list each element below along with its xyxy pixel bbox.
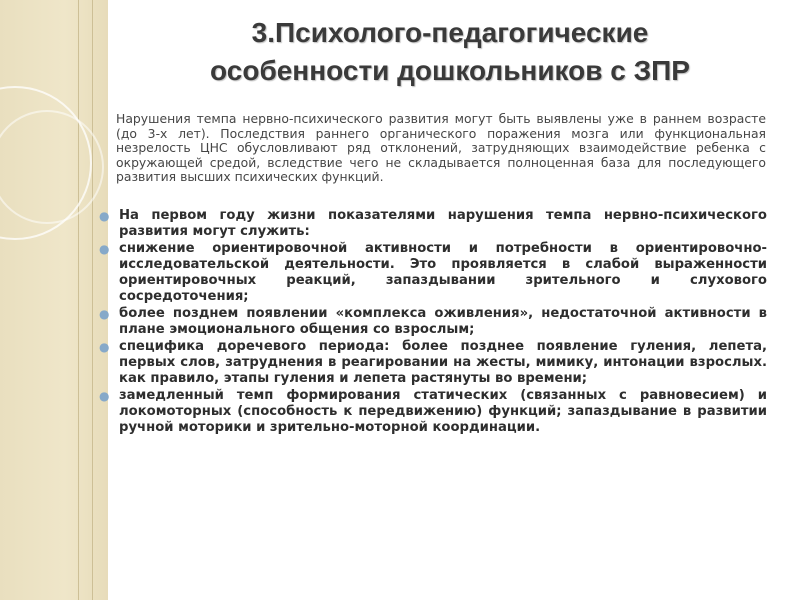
title-line-2: особенности дошкольников с ЗПР (210, 55, 690, 86)
decorative-sidebar (0, 0, 108, 600)
list-item (97, 388, 767, 436)
title-line-1: 3.Психолого-педагогические (251, 17, 649, 48)
round-bullet-icon: ● (99, 389, 110, 403)
intro-paragraph: Нарушения темпа нервно-психического развития могут быть выявлены уже в раннем возрасте (до 3-х лет). Последствия раннего органического поражения мозга или функциональная незрелость ЦНС обусловливают ряд отклонений, затрудняющих взаимодействие ребенка с окружающей средой, вследствие чего не складывается полноценная база для последующего развития высших психических функций. (116, 111, 766, 184)
list-item-text: снижение ориентировочной активности и потребности в ориентировочно-исследовательской деятельности. Это проявляется в слабой выраженности ориентировочных реакций, запаздывании зрительного и слухового сосредоточения; (119, 241, 767, 304)
list-item-text: более позднем появлении «комплекса оживления», недостаточной активности в плане эмоционального общения со взрослым; (119, 306, 767, 337)
round-bullet-icon: ● (99, 242, 110, 256)
round-bullet-icon: ● (99, 307, 110, 321)
decorative-ring (0, 110, 104, 224)
sidebar-rule (78, 0, 79, 600)
list-item (97, 306, 767, 338)
sidebar-rule (92, 0, 93, 600)
round-bullet-icon: ● (99, 209, 110, 223)
list-item-text: специфика доречевого периода: более позднее появление гуления, лепета, первых слов, затруднения в реагировании на жесты, мимику, интонации взрослых. как правило, этапы гуления и лепета растянуты во времени; (119, 339, 767, 386)
round-bullet-icon: ● (99, 340, 110, 354)
slide-title (120, 14, 780, 90)
list-item-text: На первом году жизни показателями нарушения темпа нервно-психического развития могут служить: (119, 208, 767, 239)
list-item (97, 339, 767, 387)
list-item (97, 208, 767, 240)
list-item-text: замедленный темп формирования статических (связанных с равновесием) и локомоторных (способность к передвижению) функций; запаздывание в развитии ручной моторики и зрительно-моторной координации. (119, 388, 767, 435)
bullet-list (97, 208, 767, 437)
list-item (97, 241, 767, 305)
